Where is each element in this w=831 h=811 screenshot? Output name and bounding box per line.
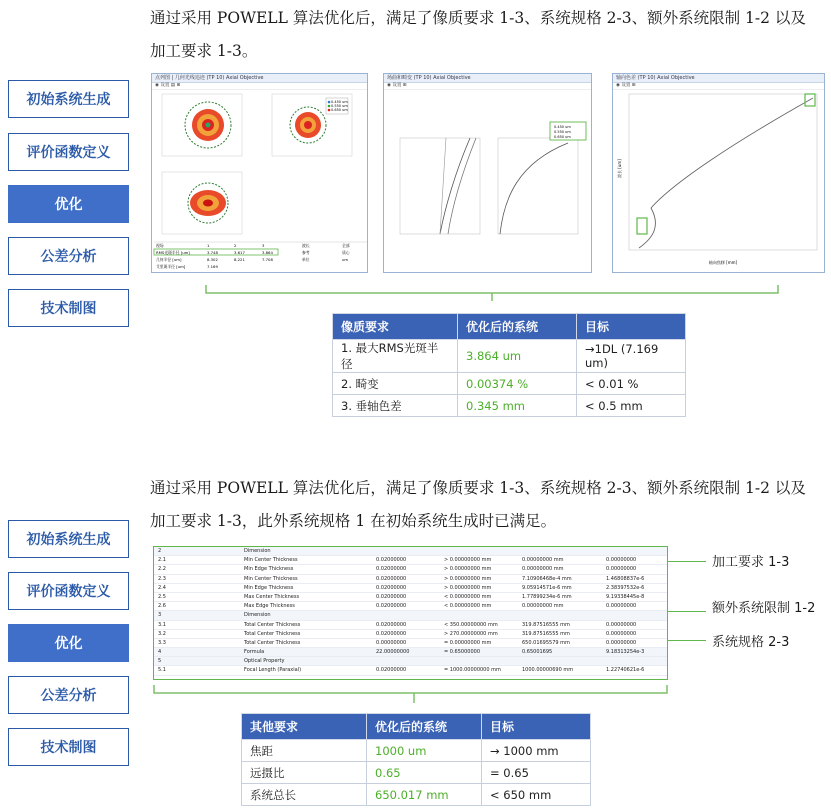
spot-side-v2: 质心 [342,250,350,255]
lde-row[interactable] [154,575,667,584]
or-r2-target: = 0.65 [482,762,591,784]
lde-cell-name: Min Center Thickness [244,575,298,582]
lde-cell-c1: 0.02000000 [376,667,407,674]
lde-cell-idx: 2.3 [158,575,166,582]
lde-cell-c1: 22.00000000 [376,649,410,656]
lde-cell-name: Focal Length (Paraxial) [244,667,302,674]
spot-plot-1 [162,94,242,156]
section2-paragraph-line2: 加工要求 1-3，此外系统规格 1 在初始系统生成时已满足。 [150,512,557,530]
spot-side-v3: um [342,257,349,262]
lde-cell-c1: 0.02000000 [376,630,407,637]
lde-row[interactable] [154,565,667,574]
iq-r1-value: 3.864 um [458,340,577,373]
spot-table-r3-c1: 7.169 [207,264,218,269]
section2-paragraph [150,472,806,538]
lde-cell-idx: 2.1 [158,557,166,564]
or-r2-value: 0.65 [367,762,482,784]
lde-cell-idx: 4 [158,649,162,656]
lde-cell-c3: 9.05914571e-6 mm [522,584,572,591]
nav-optimization[interactable]: 优化 [8,185,129,223]
table-row [333,373,686,395]
spot-table-r1-c3: 3.864 [262,250,273,255]
nav2-initial-system[interactable]: 初始系统生成 [8,520,129,558]
lde-cell-c3: 319.87516555 mm [522,621,570,628]
lde-cell-c2: < 350.00000000 mm [444,621,498,628]
lde-cell-idx: 2.5 [158,593,166,600]
or-r2-name: 远摄比 [242,762,367,784]
lde-row[interactable] [154,547,667,556]
section1-paragraph [150,2,806,68]
spot-plot-3 [162,172,242,234]
lde-cell-name: Min Edge Thickness [244,566,294,573]
spot-results-table [154,242,367,269]
lde-cell-c4: 1.22740621e-6 [606,667,645,674]
spot-diagram-plots [152,88,368,273]
lde-cell-c1: 0.02000000 [376,557,407,564]
callout-line-2 [668,611,706,612]
lde-cell-c2: > 0.00000000 mm [444,575,492,582]
spot-diagram-window[interactable] [151,73,368,273]
lde-cell-c3: 0.00000000 mm [522,557,564,564]
lde-cell-c2: < 0.00000000 mm [444,593,492,600]
table-row [242,740,591,762]
section2-paragraph-line1: 通过采用 POWELL 算法优化后，满足了像质要求 1-3、系统规格 2-3、额外系统限制 1-2 以及 [150,479,806,497]
lateral-window-menu[interactable]: ◉ 设置 ⊞ [613,83,824,90]
lde-cell-c3: 0.65001695 [522,649,553,656]
lde-cell-c3: 7.10906468e-4 mm [522,575,572,582]
lde-row[interactable] [154,648,667,657]
iq-header-optimized: 优化后的系统 [458,314,577,340]
lde-cell-name: Max Edge Thickness [244,603,295,610]
lde-cell-name: Dimension [244,612,271,619]
lde-cell-c4: 0.00000000 [606,603,637,610]
lde-cell-idx: 3.1 [158,621,166,628]
lde-cell-name: Total Center Thickness [244,630,301,637]
or-r1-name: 焦距 [242,740,367,762]
spot-plot-2 [272,94,352,156]
iq-r3-target: < 0.5 mm [577,395,686,417]
lde-row[interactable] [154,593,667,602]
lde-cell-c4: 9.19338445e-8 [606,593,645,600]
iq-r2-target: < 0.01 % [577,373,686,395]
lde-row[interactable] [154,621,667,630]
spot-table-r1-c1: 3.748 [207,250,218,255]
lde-cell-c4: 9.18313254e-3 [606,649,645,656]
lde-cell-c2: > 0.00000000 mm [444,566,492,573]
lde-cell-c2: = 1000.00000000 mm [444,667,501,674]
table-row [242,784,591,806]
distortion-window[interactable] [383,73,592,273]
lde-cell-idx: 2.4 [158,584,166,591]
spot-legend-3: 0.650 um [331,108,348,112]
lde-cell-c2: > 270.00000000 mm [444,630,498,637]
distortion-legend [550,122,586,140]
lde-cell-idx: 3.2 [158,630,166,637]
or-r3-value: 650.017 mm [367,784,482,806]
lde-cell-idx: 2.2 [158,566,166,573]
spot-table-r2-c3: 7.708 [262,257,273,262]
or-r3-target: < 650 mm [482,784,591,806]
spot-table-r2-label: 几何半径 [um] [156,257,182,262]
lde-cell-name: Dimension [244,548,271,554]
spot-window-titlebar: 点列图 | 几何光线追迹 (TP 10) Axial Objective [152,74,367,83]
table-row [333,340,686,373]
spot-side-k1: 波长 [302,243,310,248]
lde-cell-idx: 3 [158,612,162,619]
other-requirements-table [241,713,591,806]
lde-cell-c4: 0.00000000 [606,566,637,573]
distortion-legend-1: 0.450 um [554,125,571,129]
spot-side-v1: 全部 [342,243,350,248]
callout-system-spec: 系统规格 2-3 [712,635,790,650]
spot-side-k3: 单位 [302,257,310,262]
merit-function-editor[interactable] [153,546,668,680]
lde-cell-c4: 2.38397532e-6 [606,584,645,591]
lde-cell-c4: 0.00000000 [606,639,637,646]
lde-cell-c3: 650.01695579 mm [522,639,570,646]
spot-table-h0: 视场 [156,243,164,248]
distortion-legend-2: 0.550 um [554,130,571,134]
lde-cell-idx: 3.3 [158,639,166,646]
lde-cell-c4: 1.46808837e-6 [606,575,645,582]
spot-table-r1-label: RMS光斑半径 [um] [156,250,190,255]
iq-header-target: 目标 [577,314,686,340]
spot-legend-1: 0.450 um [331,100,348,104]
lde-cell-name: Total Center Thickness [244,621,301,628]
iq-r2-name: 2. 畸变 [333,373,458,395]
nav-tolerance[interactable]: 公差分析 [8,237,129,275]
nav2-tolerance[interactable]: 公差分析 [8,676,129,714]
lde-cell-idx: 5 [158,658,162,665]
table-row [242,762,591,784]
callout-line-1 [668,561,706,562]
spot-table-r3-label: 艾里斑半径 [um] [156,264,186,269]
iq-r1-name: 1. 最大RMS光斑半径 [333,340,458,373]
lde-cell-c3: 0.00000000 mm [522,603,564,610]
spot-table-h2: 2 [234,243,237,248]
lde-cell-c3: 0.00000000 mm [522,566,564,573]
lde-cell-name: Min Center Thickness [244,557,298,564]
or-r3-name: 系统总长 [242,784,367,806]
lde-cell-c4: 0.00000000 [606,630,637,637]
lde-row[interactable] [154,630,667,639]
callout-extra-limits: 额外系统限制 1-2 [712,601,816,616]
nav2-merit-function[interactable]: 评价函数定义 [8,572,129,610]
lde-cell-c1: 0.02000000 [376,603,407,610]
spot-table-h1: 1 [207,243,210,248]
lde-cell-idx: 2 [158,548,162,554]
section1-paragraph-line1: 通过采用 POWELL 算法优化后，满足了像质要求 1-3、系统规格 2-3、额外系统限制 1-2 以及 [150,9,806,27]
nav-drawing[interactable]: 技术制图 [8,289,129,327]
lde-cell-c3: 1.77899234e-6 mm [522,593,572,600]
lateral-xlabel: 轴向焦移 [mm] [708,260,738,265]
spot-window-menu[interactable]: ◉ 设置 ▤ ⊞ [152,83,367,90]
lde-cell-c4: 0.00000000 [606,557,637,564]
section2-bracket [150,683,675,705]
or-header-target: 目标 [482,714,591,740]
lde-cell-c1: 0.02000000 [376,566,407,573]
nav-merit-function[interactable]: 评价函数定义 [8,133,129,171]
lde-cell-c2: > 0.00000000 mm [444,584,492,591]
lde-cell-name: Max Center Thickness [244,593,300,600]
lde-cell-c1: 0.02000000 [376,621,407,628]
or-header-requirement: 其他要求 [242,714,367,740]
nav2-optimization[interactable]: 优化 [8,624,129,662]
lde-cell-c3: 319.87516555 mm [522,630,570,637]
iq-r2-value: 0.00374 % [458,373,577,395]
lde-cell-c1: 0.02000000 [376,575,407,582]
lde-row[interactable] [154,657,667,666]
spot-table-h3: 3 [262,243,265,248]
spot-legend-2: 0.550 um [331,104,348,108]
lde-cell-idx: 5.1 [158,667,166,674]
nav-initial-system[interactable]: 初始系统生成 [8,80,129,118]
lde-row[interactable] [154,611,667,620]
distortion-plot [498,138,578,234]
lde-cell-c2: > 0.00000000 mm [444,557,492,564]
or-r1-value: 1000 um [367,740,482,762]
distortion-window-menu[interactable]: ◉ 设置 ⊞ [384,83,591,90]
distortion-plots [384,88,592,273]
lde-cell-name: Total Center Thickness [244,639,301,646]
iq-r3-value: 0.345 mm [458,395,577,417]
lde-cell-c1: 0.02000000 [376,584,407,591]
lde-row[interactable] [154,556,667,565]
lde-cell-c3: 1000.00000690 mm [522,667,574,674]
lateral-window-titlebar: 轴向色差 (TP 10) Axial Objective [613,74,824,83]
callout-line-3 [668,640,706,641]
lde-row[interactable] [154,584,667,593]
iq-r3-name: 3. 垂轴色差 [333,395,458,417]
lde-cell-c1: 0.02000000 [376,593,407,600]
lde-row[interactable] [154,666,667,675]
section1-paragraph-line2: 加工要求 1-3。 [150,42,258,60]
or-header-optimized: 优化后的系统 [367,714,482,740]
callout-processing: 加工要求 1-3 [712,555,790,570]
spot-table-r2-c2: 8.221 [234,257,245,262]
lde-cell-c2: < 0.00000000 mm [444,603,492,610]
lateral-color-plot [613,88,825,273]
lde-cell-c2: = 0.00000000 mm [444,639,492,646]
field-curvature-plot [400,138,480,234]
distortion-window-titlebar: 场曲和畸变 (TP 10) Axial Objective [384,74,591,83]
spot-side-k2: 参考 [302,250,310,255]
or-r1-target: → 1000 mm [482,740,591,762]
lateral-color-window[interactable] [612,73,825,273]
lde-cell-c2: = 0.65000000 [444,649,480,656]
lde-row[interactable] [154,602,667,611]
table-row [333,395,686,417]
image-quality-table [332,313,686,417]
iq-r1-target: →1DL (7.169 um) [577,340,686,373]
distortion-legend-3: 0.650 um [554,135,571,139]
iq-header-requirement: 像质要求 [333,314,458,340]
lde-cell-name: Formula [244,649,265,656]
nav2-drawing[interactable]: 技术制图 [8,728,129,766]
lde-cell-c1: 0.00000000 [376,639,407,646]
lde-cell-name: Optical Property [244,658,285,665]
lateral-ylabel: 波长 [um] [617,159,622,178]
lde-cell-name: Min Edge Thickness [244,584,294,591]
lde-row[interactable] [154,639,667,648]
lde-cell-idx: 2.6 [158,603,166,610]
spot-table-r1-c2: 3.617 [234,250,245,255]
spot-table-r2-c1: 8.302 [207,257,218,262]
section1-bracket [200,283,785,303]
lde-cell-c4: 0.00000000 [606,621,637,628]
